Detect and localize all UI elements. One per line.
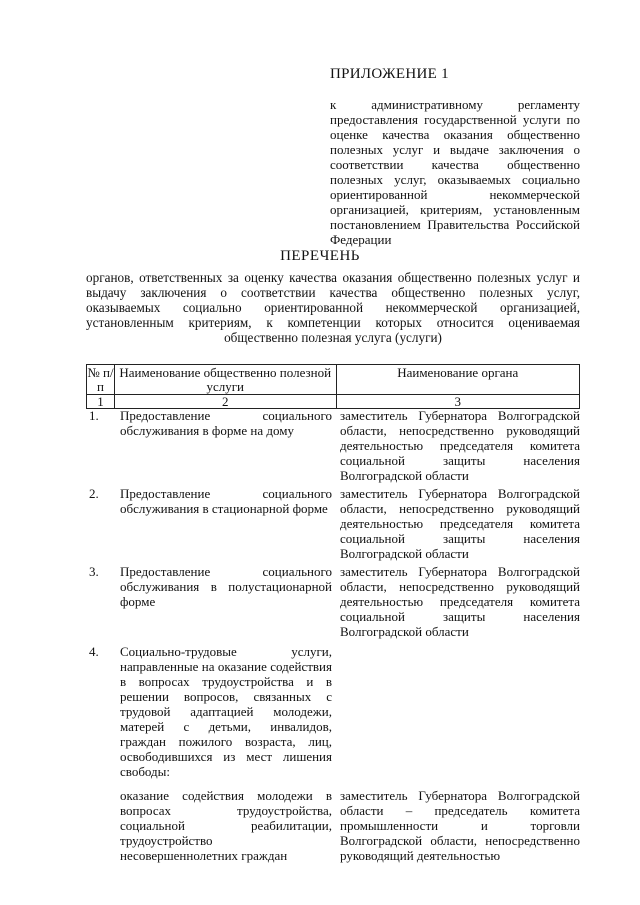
row-organ: заместитель Губернатора Волгоградской области, непосредственно руководящий деятельностью председателя комитета социальной защиты населения Волгоградской области [340,564,580,639]
table-row [86,644,580,788]
list-title: ПЕРЕЧЕНЬ [280,248,360,264]
col-number-1: 1 [87,395,115,409]
table-row [86,788,580,868]
table-column-numbers-row [87,395,580,409]
row-num: 2. [89,486,99,501]
row-organ: заместитель Губернатора Волгоградской области – председатель комитета промышленности и торговли Волгоградской области, непосредственно руководящий деятельностью [340,788,580,863]
row-num: 1. [89,408,99,423]
appendix-title: ПРИЛОЖЕНИЕ 1 [330,66,449,82]
row-num: 4. [89,644,99,659]
appendix-text: к административному регламенту предоставления государственной услуги по оценке качества оказания общественно полезных услуг и выдаче заключения о соответствии качества общественно полезных услуг, оказываемых социально ориентированной некоммерческой организацией, критериям, установленным постановлением Правительства Российской Федерации [330,97,580,247]
row-service: Предоставление социального обслуживания в полустационарной форме [120,564,332,609]
row-service: Предоставление социального обслуживания в форме на дому [120,408,332,438]
table-body [86,408,580,868]
col-number-2: 2 [114,395,336,409]
table-row [86,564,580,644]
table-row [86,408,580,486]
row-service: Предоставление социального обслуживания в стационарной форме [120,486,332,516]
row-organ: заместитель Губернатора Волгоградской области, непосредственно руководящий деятельностью председателя комитета социальной защиты населения Волгоградской области [340,486,580,561]
table-header-row [87,365,580,395]
table-header [86,364,580,409]
row-service: оказание содействия молодежи в вопросах трудоустройства, социальной реабилитации, трудоустройство несовершеннолетних граждан [120,788,332,863]
header-num: № п/п [87,365,114,394]
row-organ: заместитель Губернатора Волгоградской области, непосредственно руководящий деятельностью председателя комитета социальной защиты населения Волгоградской области [340,408,580,483]
list-intro: органов, ответственных за оценку качества оказания общественно полезных услуг и выдачу заключения о соответствии качества общественно полезных услуг, оказываемых социально ориентированной некоммерческой организацией, установленным критериям, к компетенции которых относится оцениваемая общественно полезная услуга (услуги) [86,270,580,345]
row-service: Социально-трудовые услуги, направленные на оказание содействия в вопросах трудоустройства и в решении вопросов, связанных с трудовой адаптацией молодежи, матерей с детьми, инвалидов, граждан пожилого возраста, лиц, освободившихся из мест лишения свободы: [120,644,332,779]
appendix-block [330,66,580,247]
header-organ: Наименование органа [336,365,580,395]
table-row [86,486,580,564]
row-num: 3. [89,564,99,579]
header-service: Наименование общественно полезной услуги [114,365,336,395]
col-number-3: 3 [336,395,580,409]
